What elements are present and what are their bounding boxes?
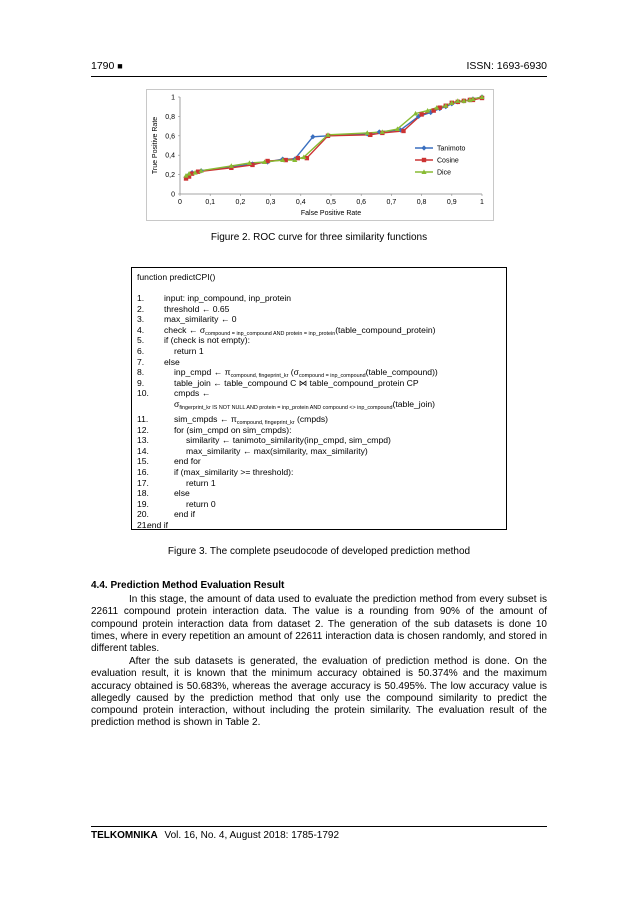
line-number: 20. [137, 509, 149, 520]
pseudocode-line [137, 435, 502, 446]
pseudocode-line [137, 378, 502, 389]
line-number: 2. [137, 303, 145, 314]
legend-label: Dice [437, 169, 452, 177]
data-point [422, 158, 426, 162]
pseudocode-line [137, 304, 502, 315]
issn: ISSN: 1693-6930 [466, 60, 547, 72]
line-text: else [174, 488, 190, 499]
line-number: 11. [137, 413, 149, 424]
y-tick-label: 1 [171, 94, 175, 102]
line-text: inp_cmpd ← $\pi_{compound, fingeprint\_kr}$ $(\sigma_{compound = inp\_compound}(table\_compound))$ [174, 367, 438, 380]
y-tick-label: 0,2 [165, 172, 175, 180]
line-number: 18. [137, 488, 149, 499]
header-rule [91, 76, 547, 77]
line-number: 8. [137, 367, 145, 378]
line-text: check ← $\sigma_{compound = inp\_compound AND protein = inp\_protein}(table\_compound\_protein)$ [164, 324, 436, 337]
line-text: cmpds ← [174, 388, 211, 399]
line-text: input: inp_compound, inp_protein [164, 293, 292, 303]
page-number-text: 1790 [91, 60, 115, 72]
line-text: end if [174, 509, 196, 520]
pseudocode-line [137, 346, 502, 357]
line-number: 17. [137, 477, 149, 488]
x-tick-label: 0,5 [326, 199, 336, 206]
figure2-caption: Figure 2. ROC curve for three similarity functions [210, 232, 428, 243]
header-square-marker: ■ [117, 61, 123, 71]
pseudocode-line [137, 509, 502, 520]
line-number: 13. [137, 435, 149, 446]
pseudocode-line [137, 488, 502, 499]
legend-label: Cosine [437, 157, 459, 165]
figure3-caption: Figure 3. The complete pseudocode of developed prediction method [167, 546, 471, 557]
data-point [419, 112, 423, 116]
line-text: for (sim_cmpd on sim_cmpds): [174, 424, 292, 435]
data-point [401, 129, 405, 133]
roc-chart-svg [147, 90, 493, 220]
pseudocode-line [137, 446, 502, 457]
line-number: 16. [137, 466, 149, 477]
x-tick-label: 0 [178, 199, 182, 206]
line-number: 6. [137, 345, 145, 356]
pseudocode-line [137, 293, 502, 304]
page-footer [91, 830, 339, 841]
pseudocode-line [137, 520, 502, 531]
pseudocode-line [137, 325, 502, 336]
x-axis-title: False Positive Rate [300, 210, 362, 217]
line-text: end if [147, 519, 169, 530]
pseudocode-line [137, 399, 502, 414]
paragraph-1: In this stage, the amount of data used to evaluate the prediction method from every subset is 22611 compound protein interaction data. The value is a rounding from 90% of the amount of compound protein interaction data from dataset 2. The generation of the sub datasets is done 10 times, where in every repetition an amount of 22611 interaction data is chosen randomly, and stored in different tables. [91, 594, 547, 655]
footer-rule [91, 826, 547, 827]
journal-name: TELKOMNIKA [91, 830, 158, 841]
y-tick-label: 0,8 [165, 113, 175, 121]
line-text: $\sigma_{fingerprint\_kr IS NOT NULL AND protein = inp\_protein AND compound <> inp\_compound}(table\_join)$ [174, 398, 436, 411]
line-number: 14. [137, 445, 149, 456]
x-tick-label: 0,1 [205, 199, 216, 206]
line-number: 9. [137, 377, 145, 388]
line-text: else [164, 356, 180, 367]
data-point [296, 156, 300, 160]
line-text: return 1 [186, 477, 216, 488]
data-point [421, 145, 426, 150]
pseudocode-line [137, 367, 502, 378]
pseudocode-line [137, 357, 502, 368]
line-text: table_join ← table_compound C ⋈ table_compound_protein CP [174, 377, 419, 388]
line-text: end for [174, 456, 201, 467]
pseudocode-line [137, 499, 502, 510]
legend-label: Tanimoto [437, 145, 466, 153]
line-number: 4. [137, 324, 145, 335]
pseudocode-title: function predictCPI() [137, 272, 216, 282]
page-number [91, 60, 123, 72]
y-tick-label: 0 [171, 191, 175, 199]
pseudocode-line [137, 314, 502, 325]
y-tick-label: 0,4 [165, 152, 175, 160]
x-tick-label: 0,6 [356, 199, 367, 206]
pseudocode-box [131, 267, 507, 530]
y-tick-label: 0,6 [165, 133, 175, 141]
line-number: 10. [137, 388, 149, 399]
pseudocode-line [137, 478, 502, 489]
line-text: if (check is not empty): [164, 335, 250, 346]
y-axis-title: True Positive Rate [152, 116, 159, 175]
paragraph-2: After the sub datasets is generated, the evaluation of prediction method is done. On the evaluation result, it is known that the minimum accuracy obtained is 50.374% and the maximum accuracy obtained is 50.683%, whereas the average accuracy is 50.495%. The low accuracy value is allegedly caused by the prediction method that only use the compound similarity to predict the compound protein interaction, without including the protein similarity. The evaluation result of the prediction method is shown in Table 2. [91, 656, 547, 729]
x-tick-label: 0,7 [386, 199, 397, 206]
line-text: threshold ← 0.65 [164, 303, 230, 314]
line-number: 7. [137, 356, 145, 367]
line-number: 19. [137, 498, 149, 509]
pseudocode-line [137, 335, 502, 346]
line-number: 15. [137, 456, 149, 467]
page-header [91, 60, 547, 76]
x-tick-label: 0,9 [446, 199, 457, 206]
line-text: if (max_similarity >= threshold): [174, 466, 294, 477]
line-number: 1. [137, 293, 145, 303]
pseudocode-line [137, 456, 502, 467]
line-number: 21. [137, 519, 149, 530]
journal-citation: Vol. 16, No. 4, August 2018: 1785-1792 [164, 830, 340, 841]
line-text: sim_cmpds ← $\pi_{compound, fingeprint\_kr}$ (cmpds) [174, 413, 329, 426]
pseudocode-line [137, 414, 502, 425]
line-text: similarity ← tanimoto_similarity(inp_cmpd, sim_cmpd) [186, 435, 391, 446]
pseudocode-lines [137, 293, 502, 530]
line-number: 12. [137, 424, 149, 435]
line-number: 5. [137, 335, 145, 346]
line-text: max_similarity ← max(similarity, max_similarity) [186, 445, 368, 456]
pseudocode-line [137, 467, 502, 478]
x-tick-label: 0,3 [265, 199, 276, 206]
roc-chart [146, 89, 494, 221]
x-tick-label: 0,2 [235, 199, 246, 206]
x-tick-label: 0,8 [416, 199, 427, 206]
pseudocode-line [137, 388, 502, 399]
line-text: max_similarity ← 0 [164, 314, 237, 325]
x-tick-label: 0,4 [295, 199, 306, 206]
section-heading: 4.4. Prediction Method Evaluation Result [91, 580, 285, 591]
line-text: return 1 [174, 345, 204, 356]
x-tick-label: 1 [480, 199, 484, 206]
line-text: return 0 [186, 498, 216, 509]
pseudocode-line [137, 425, 502, 436]
line-number: 3. [137, 314, 145, 325]
